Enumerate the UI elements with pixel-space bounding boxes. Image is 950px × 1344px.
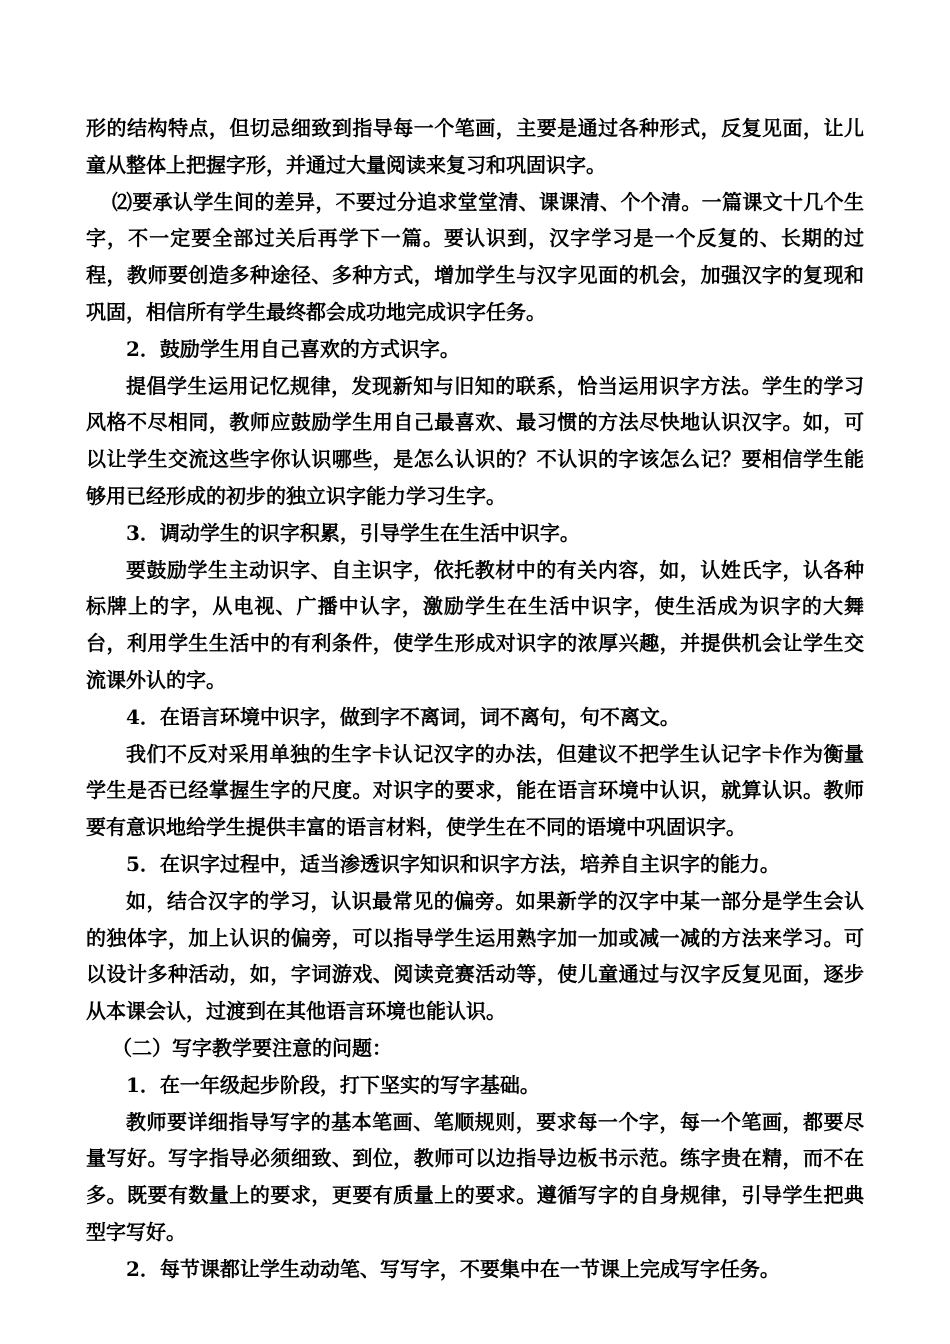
- section-heading: （二）写字教学要注意的问题：: [112, 1035, 392, 1060]
- paragraph-body: 要鼓励学生主动识字、自主识字，依托教材中的有关内容，如，认姓氏字，认各种标牌上的字，从电视、广播中认字，激励学生在生活中识字，使生活成为识字的大舞台，利用学生生活中的有利条件，使学生形成对识字的浓厚兴趣，并提供机会让学生交流课外认的字。: [86, 557, 864, 692]
- heading-item-5: 5．在识字过程中，适当渗透识字知识和识字方法，培养自主识字的能力。: [126, 851, 780, 876]
- paragraph-body: 教师要详细指导写字的基本笔画、笔顺规则，要求每一个字，每一个笔画，都要尽量写好。写字指导必须细致、到位，教师可以边指导边板书示范。练字贵在精，而不在多。既要有数量上的要求，更要有质量上的要求。遵循写字的自身规律，引导学生把典型字写好。: [86, 1109, 864, 1244]
- paragraph-continuation: 形的结构特点，但切忌细致到指导每一个笔画，主要是通过各种形式，反复见面，让儿童从整体上把握字形，并通过大量阅读来复习和巩固识字。: [86, 116, 864, 177]
- heading-item-2: 2．每节课都让学生动动笔、写写字，不要集中在一节课上完成写字任务。: [126, 1256, 780, 1281]
- paragraph-point-2: ⑵要承认学生间的差异，不要过分追求堂堂清、课课清、个个清。一篇课文十几个生字，不一定要全部过关后再学下一篇。要认识到，汉字学习是一个反复的、长期的过程，教师要创造多种途径、多种方式，增加学生与汉字见面的机会，加强汉字的复现和巩固，相信所有学生最终都会成功地完成识字任务。: [86, 189, 864, 324]
- heading-item-3: 3．调动学生的识字积累，引导学生在生活中识字。: [126, 520, 580, 545]
- paragraph-body: 提倡学生运用记忆规律，发现新知与旧知的联系，恰当运用识字方法。学生的学习风格不尽相同，教师应鼓励学生用自己最喜欢、最习惯的方法尽快地认识汉字。如，可以让学生交流这些字你认识哪些，是怎么认识的？不认识的字该怎么记？要相信学生能够用已经形成的初步的独立识字能力学习生字。: [86, 373, 864, 508]
- paragraph-body: 我们不反对采用单独的生字卡认记汉字的办法，但建议不把学生认记字卡作为衡量学生是否已经掌握生字的尺度。对识字的要求，能在语言环境中认识，就算认识。教师要有意识地给学生提供丰富的语言材料，使学生在不同的语境中巩固识字。: [86, 741, 864, 840]
- paragraph-body: 如，结合汉字的学习，认识最常见的偏旁。如果新学的汉字中某一部分是学生会认的独体字，加上认识的偏旁，可以指导学生运用熟字加一加或减一减的方法来学习。可以设计多种活动，如，字词游戏、阅读竞赛活动等，使儿童通过与汉字反复见面，逐步从本课会认，过渡到在其他语言环境也能认识。: [86, 888, 864, 1024]
- heading-item-4: 4．在语言环境中识字，做到字不离词，词不离句，句不离文。: [126, 704, 680, 729]
- heading-item-2: 2．鼓励学生用自己喜欢的方式识字。: [126, 336, 460, 361]
- heading-item-1: 1．在一年级起步阶段，打下坚实的写字基础。: [126, 1072, 540, 1097]
